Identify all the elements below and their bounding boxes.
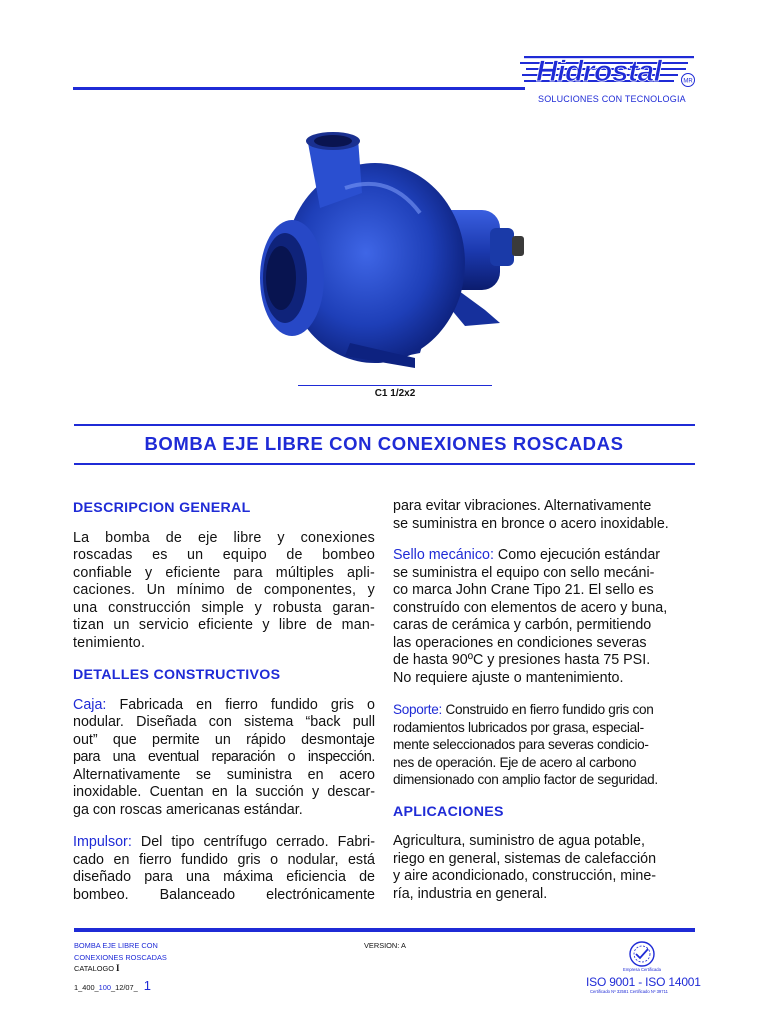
text-line: una construcción simple y robusta garan- xyxy=(73,599,375,616)
footer-doc-title-line2: CONEXIONES ROSCADAS xyxy=(74,952,167,962)
impulsor-label: Impulsor: xyxy=(73,834,132,850)
text-line: tizan un servicio eficiente y libre de man- xyxy=(73,617,375,633)
section-heading-aplicaciones: APLICACIONES xyxy=(393,803,504,820)
cert-badge-text: Empresa Certificada xyxy=(623,967,661,972)
header-rule xyxy=(73,87,525,90)
brand-name: Hidrostal xyxy=(536,55,662,88)
text-line xyxy=(393,547,695,565)
text-line: construído con elementos de acero y buna, xyxy=(393,599,668,616)
text-line xyxy=(73,697,375,715)
text-line: No requiere ajuste o mantenimiento. xyxy=(393,669,624,686)
text-line: para evitar vibraciones. Alternativamente xyxy=(393,498,652,514)
text-line: riego en general, sistemas de calefacción xyxy=(393,850,657,867)
continued-paragraph xyxy=(393,498,695,533)
code-suffix: _12/07_ xyxy=(111,983,138,992)
text-line: cado en fierro fundido gris o nodular, está xyxy=(73,851,375,868)
footer-rule xyxy=(74,928,695,932)
text-line: ga con roscas americanas estándar. xyxy=(73,801,303,818)
title-rule-bottom xyxy=(74,463,695,465)
text-line: inoxidable. Cuentan en la succión y descar- xyxy=(73,784,375,800)
code-highlight: 100 xyxy=(98,983,112,992)
text-line: ría, industria en general. xyxy=(393,885,548,902)
sello-label: Sello mecánico: xyxy=(393,547,494,563)
text-line: se suministra el equipo con sello mecáni- xyxy=(393,564,655,581)
footer-code xyxy=(74,978,151,993)
text-line: de hasta 90ºC y presiones hasta 75 PSI. xyxy=(393,652,651,668)
footer-version: VERSION: A xyxy=(364,941,406,950)
text-line: diseñado para una máxima eficiencia de xyxy=(73,869,375,885)
text-line: Alternativamente se suministra en acero xyxy=(73,766,375,783)
product-caption: C1 1/2x2 xyxy=(374,388,416,399)
text-fragment: Del tipo centrífugo cerrado. Fabri- xyxy=(131,834,375,850)
text-fragment: Construido en fierro fundido gris con xyxy=(442,702,654,717)
text-line: co marca John Crane Tipo 21. El sello es xyxy=(393,582,654,598)
footer-doc-title xyxy=(74,940,167,963)
catalog-value: I xyxy=(116,963,120,973)
caja-label: Caja: xyxy=(73,696,107,713)
section-heading-descripcion: DESCRIPCION GENERAL xyxy=(73,500,251,516)
registered-mark: MR xyxy=(683,78,693,85)
text-line: para una eventual reparación o inspección. xyxy=(73,749,375,765)
title-rule-top xyxy=(74,424,695,426)
text-line: out” que permite un rápido desmontaje xyxy=(73,731,375,748)
text-line: mente seleccionados para severas condicio- xyxy=(393,737,649,752)
footer-doc-title-line1: BOMBA EJE LIBRE CON xyxy=(74,941,158,950)
left-column xyxy=(73,500,375,904)
section-heading-detalles: DETALLES CONSTRUCTIVOS xyxy=(73,667,281,683)
text-fragment: Como ejecución estándar xyxy=(493,547,661,563)
brand-tagline: SOLUCIONES CON TECNOLOGIA xyxy=(538,94,686,104)
certification-badge-icon xyxy=(622,940,662,974)
footer-catalog xyxy=(74,963,120,975)
text-line: caciones. Un mínimo de componentes, y xyxy=(73,582,375,598)
hidrostal-logo xyxy=(520,48,700,92)
text-line: nodular. Diseñada con sistema “back pull xyxy=(73,714,375,730)
text-line: Agricultura, suministro de agua potable, xyxy=(393,833,645,849)
page-number: 1 xyxy=(143,978,152,993)
catalog-label: CATALOGO xyxy=(74,964,114,973)
text-line: y aire acondicionado, construcción, mine- xyxy=(393,868,657,884)
iso-certification: ISO 9001 - ISO 14001 xyxy=(586,975,701,989)
text-line: caras de cerámica y carbón, permitiendo xyxy=(393,617,652,633)
text-line: La bomba de eje libre y conexiones xyxy=(73,529,375,546)
text-line: dimensionado con amplio factor de seguridad. xyxy=(393,772,658,787)
text-line: confiable y eficiente para múltiples apli- xyxy=(73,564,375,581)
pump-image xyxy=(250,128,530,378)
soporte-label: Soporte: xyxy=(393,702,442,717)
impulsor-paragraph xyxy=(73,834,375,904)
sello-paragraph xyxy=(393,547,695,687)
descripcion-paragraph xyxy=(73,530,375,653)
text-line: roscadas es un equipo de bombeo xyxy=(73,547,375,563)
text-line xyxy=(73,834,375,852)
text-line xyxy=(393,701,695,719)
text-line: las operaciones en condiciones severas xyxy=(393,634,647,651)
iso-certificate-numbers: Certificado Nº 32581 Certificado Nº 39711 xyxy=(590,989,668,994)
code-prefix: 1_400_ xyxy=(74,983,99,992)
right-column xyxy=(393,498,695,903)
caja-paragraph xyxy=(73,697,375,820)
text-line: bombeo. Balanceado electrónicamente xyxy=(73,886,375,903)
text-fragment: Fabricada en fierro fundido gris o xyxy=(106,696,375,713)
text-line: nes de operación. Eje de acero al carbono xyxy=(393,754,637,770)
text-line: tenimiento. xyxy=(73,634,146,651)
soporte-paragraph xyxy=(393,701,695,789)
aplicaciones-paragraph xyxy=(393,833,695,903)
page-title: BOMBA EJE LIBRE CON CONEXIONES ROSCADAS xyxy=(144,433,624,454)
text-line: rodamientos lubricados por grasa, especial- xyxy=(393,719,644,735)
caption-rule xyxy=(298,385,492,386)
text-line: se suministra en bronce o acero inoxidable. xyxy=(393,515,669,532)
